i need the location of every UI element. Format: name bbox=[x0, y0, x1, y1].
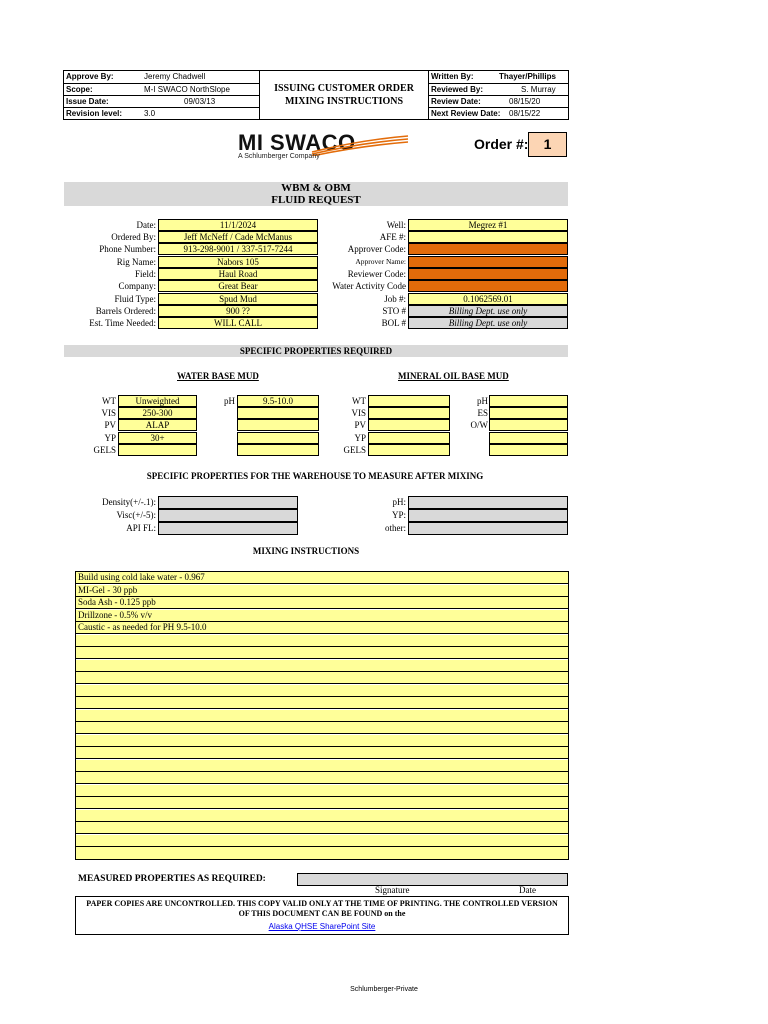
wbm-extra-field-4[interactable] bbox=[237, 444, 319, 456]
visc-label: Visc(+/-5): bbox=[116, 510, 156, 520]
mixing-line[interactable] bbox=[76, 647, 568, 659]
mixing-line[interactable]: Drillzone - 0.5% v/v bbox=[76, 610, 568, 622]
mixing-instructions-list bbox=[75, 571, 569, 860]
field-field[interactable]: Haul Road bbox=[158, 268, 318, 280]
header-key: Issue Date: bbox=[66, 97, 109, 106]
notice-line2: OF THIS DOCUMENT CAN BE FOUND on the bbox=[238, 909, 406, 918]
mixing-line[interactable] bbox=[76, 810, 568, 822]
header-key: Scope: bbox=[66, 85, 93, 94]
header-key: Review Date: bbox=[431, 97, 481, 106]
header-key: Next Review Date: bbox=[431, 109, 501, 118]
ordered-by-label: Ordered By: bbox=[111, 232, 156, 242]
form-title bbox=[64, 182, 568, 206]
obm-vis-field[interactable] bbox=[368, 407, 450, 419]
header-key: Written By: bbox=[431, 72, 474, 81]
visc-field[interactable] bbox=[158, 509, 298, 522]
mixing-line[interactable] bbox=[76, 822, 568, 834]
obm-ph-label: pH bbox=[477, 396, 488, 406]
date-field[interactable]: 11/1/2024 bbox=[158, 219, 318, 231]
header-value: M-I SWACO NorthSlope bbox=[144, 85, 230, 94]
wbm-ph-field[interactable]: 9.5-10.0 bbox=[237, 395, 319, 407]
approver-name-field[interactable] bbox=[408, 256, 568, 268]
mixing-line[interactable] bbox=[76, 797, 568, 809]
sharepoint-link[interactable]: Alaska QHSE SharePoint Site bbox=[268, 922, 376, 931]
header-row-revision bbox=[64, 107, 259, 119]
obm-extra-field-1[interactable] bbox=[489, 432, 568, 444]
classification-label: Schlumberger-Private bbox=[350, 986, 418, 993]
order-number-field[interactable]: 1 bbox=[528, 132, 567, 157]
header-right-block bbox=[429, 71, 568, 119]
water-activity-code-label: Water Activity Code bbox=[332, 281, 406, 291]
reviewer-code-label: Reviewer Code: bbox=[347, 269, 406, 279]
mixing-line[interactable]: Build using cold lake water - 0.967 bbox=[76, 572, 568, 584]
header-key: Revision level: bbox=[66, 109, 123, 118]
company-label: Company: bbox=[118, 281, 156, 291]
obm-yp-label: YP bbox=[354, 433, 366, 443]
obm-yp-field[interactable] bbox=[368, 432, 450, 444]
wbm-yp-label: YP bbox=[104, 433, 116, 443]
api-fl-field[interactable] bbox=[158, 522, 298, 535]
afe-label: AFE #: bbox=[379, 232, 406, 242]
fluid-type-label: Fluid Type: bbox=[114, 294, 156, 304]
wbm-wt-label: WT bbox=[102, 396, 116, 406]
wh-other-field[interactable] bbox=[408, 522, 568, 535]
fluid-type-field[interactable]: Spud Mud bbox=[158, 293, 318, 305]
water-base-mud-title: WATER BASE MUD bbox=[177, 371, 259, 381]
wh-ph-label: pH: bbox=[392, 497, 406, 507]
header-title-block bbox=[259, 71, 429, 119]
sto-field: Billing Dept. use only bbox=[408, 305, 568, 317]
form-title-line1: WBM & OBM bbox=[281, 182, 351, 194]
job-number-label: Job #: bbox=[384, 294, 406, 304]
est-time-field[interactable]: WILL CALL bbox=[158, 317, 318, 329]
notice-line1: PAPER COPIES ARE UNCONTROLLED. THIS COPY VALID ONLY AT THE TIME OF PRINTING. THE CONTROLLED VERSION bbox=[86, 899, 558, 908]
mixing-line[interactable] bbox=[76, 735, 568, 747]
wbm-vis-field[interactable]: 250-300 bbox=[118, 407, 197, 419]
ordered-by-field[interactable]: Jeff McNeff / Cade McManus bbox=[158, 231, 318, 243]
afe-field[interactable] bbox=[408, 231, 568, 243]
wh-other-label: other: bbox=[385, 523, 406, 533]
wbm-yp-field[interactable]: 30+ bbox=[118, 432, 197, 444]
wbm-wt-field[interactable]: Unweighted bbox=[118, 395, 197, 407]
measured-properties-label: MEASURED PROPERTIES AS REQUIRED: bbox=[78, 874, 266, 884]
header-value: 08/15/20 bbox=[509, 97, 541, 106]
density-label: Density(+/-.1): bbox=[102, 497, 156, 507]
header-row-approve-by bbox=[64, 71, 259, 83]
header-row-issue-date bbox=[64, 95, 259, 107]
logo-brand-text: MI SWACO bbox=[238, 130, 356, 155]
obm-vis-label: VIS bbox=[351, 408, 366, 418]
mixing-line[interactable] bbox=[76, 660, 568, 672]
header-row-next-review-date bbox=[429, 107, 568, 119]
warehouse-section-title: SPECIFIC PROPERTIES FOR THE WAREHOUSE TO MEASURE AFTER MIXING bbox=[146, 471, 484, 481]
obm-wt-field[interactable] bbox=[368, 395, 450, 407]
est-time-label: Est. Time Needed: bbox=[89, 318, 156, 328]
header-key: Reviewed By: bbox=[431, 85, 484, 94]
uncontrolled-copy-notice bbox=[75, 896, 569, 935]
wbm-gels-label: GELS bbox=[93, 445, 116, 455]
obm-gels-label: GELS bbox=[343, 445, 366, 455]
document-control-header bbox=[63, 70, 569, 120]
form-title-line2: FLUID REQUEST bbox=[271, 194, 361, 206]
wbm-ph-label: pH bbox=[224, 396, 235, 406]
job-number-field[interactable]: 0.1062569.01 bbox=[408, 293, 568, 305]
oil-base-mud-title: MINERAL OIL BASE MUD bbox=[398, 371, 509, 381]
header-row-written-by bbox=[429, 71, 568, 83]
density-field[interactable] bbox=[158, 496, 298, 509]
mixing-line[interactable] bbox=[76, 760, 568, 772]
obm-es-field[interactable] bbox=[489, 407, 568, 419]
header-title-line1: ISSUING CUSTOMER ORDER bbox=[274, 83, 414, 94]
mixing-instructions-title: MIXING INSTRUCTIONS bbox=[252, 546, 360, 556]
mixing-line[interactable] bbox=[76, 710, 568, 722]
date-label: Date: bbox=[136, 220, 156, 230]
rig-name-field[interactable]: Nabors 105 bbox=[158, 256, 318, 268]
wbm-vis-label: VIS bbox=[101, 408, 116, 418]
mixing-line[interactable] bbox=[76, 772, 568, 784]
wh-yp-label: YP: bbox=[391, 510, 406, 520]
signature-date-label: Date bbox=[519, 885, 536, 895]
well-label: Well: bbox=[386, 220, 406, 230]
mixing-line[interactable]: MI-Gel - 30 ppb bbox=[76, 585, 568, 597]
header-row-review-date bbox=[429, 95, 568, 107]
phone-label: Phone Number: bbox=[99, 244, 156, 254]
approver-code-label: Approver Code: bbox=[347, 244, 406, 254]
obm-wt-label: WT bbox=[352, 396, 366, 406]
wbm-extra-field-3[interactable] bbox=[237, 432, 319, 444]
header-value: 08/15/22 bbox=[509, 109, 541, 118]
obm-es-label: ES bbox=[477, 408, 488, 418]
obm-pv-label: PV bbox=[354, 420, 366, 430]
header-value: 3.0 bbox=[144, 109, 156, 118]
rig-name-label: Rig Name: bbox=[116, 257, 156, 267]
phone-field[interactable]: 913-298-9001 / 337-517-7244 bbox=[158, 243, 318, 255]
obm-ow-label: O/W bbox=[470, 420, 488, 430]
obm-ow-field[interactable] bbox=[489, 419, 568, 431]
mixing-line[interactable] bbox=[76, 685, 568, 697]
header-value: Thayer/Phillips bbox=[499, 72, 556, 81]
obm-gels-field[interactable] bbox=[368, 444, 450, 456]
mixing-line[interactable] bbox=[76, 835, 568, 847]
mixing-line[interactable] bbox=[76, 722, 568, 734]
mixing-line[interactable] bbox=[76, 672, 568, 684]
header-row-reviewed-by bbox=[429, 83, 568, 95]
mixing-line[interactable] bbox=[76, 747, 568, 759]
logo-tagline: A Schlumberger Company bbox=[238, 153, 320, 160]
approver-name-label: Approver Name: bbox=[355, 257, 406, 266]
wbm-gels-field[interactable] bbox=[118, 444, 197, 456]
mixing-line[interactable]: Caustic - as needed for PH 9.5-10.0 bbox=[76, 622, 568, 634]
obm-extra-field-2[interactable] bbox=[489, 444, 568, 456]
wbm-extra-field-2[interactable] bbox=[237, 419, 319, 431]
wh-ph-field[interactable] bbox=[408, 496, 568, 509]
mixing-line[interactable] bbox=[76, 697, 568, 709]
barrels-ordered-field[interactable]: 900 ?? bbox=[158, 305, 318, 317]
logo-swoosh-icon bbox=[310, 134, 410, 156]
wbm-pv-label: PV bbox=[104, 420, 116, 430]
mixing-line[interactable] bbox=[76, 847, 568, 859]
mixing-line[interactable]: Soda Ash - 0.125 ppb bbox=[76, 597, 568, 609]
header-left-block bbox=[64, 71, 259, 119]
company-field[interactable]: Great Bear bbox=[158, 280, 318, 292]
api-fl-label: API FL: bbox=[126, 523, 156, 533]
reviewer-code-field[interactable] bbox=[408, 268, 568, 280]
header-key: Approve By: bbox=[66, 72, 114, 81]
signature-label: Signature bbox=[375, 885, 410, 895]
header-value: Jeremy Chadwell bbox=[144, 72, 206, 81]
header-row-scope bbox=[64, 83, 259, 95]
obm-ph-field[interactable] bbox=[489, 395, 568, 407]
header-value: S. Murray bbox=[521, 85, 556, 94]
header-value: 09/03/13 bbox=[184, 97, 216, 106]
field-label: Field: bbox=[134, 269, 156, 279]
well-field[interactable]: Megrez #1 bbox=[408, 219, 568, 231]
wh-yp-field[interactable] bbox=[408, 509, 568, 522]
water-activity-code-field[interactable] bbox=[408, 280, 568, 292]
barrels-ordered-label: Barrels Ordered: bbox=[95, 306, 156, 316]
sto-label: STO # bbox=[382, 306, 406, 316]
wbm-extra-field-1[interactable] bbox=[237, 407, 319, 419]
specific-properties-title: SPECIFIC PROPERTIES REQUIRED bbox=[64, 345, 568, 357]
mixing-line[interactable] bbox=[76, 785, 568, 797]
header-title-line2: MIXING INSTRUCTIONS bbox=[284, 96, 404, 107]
bol-field: Billing Dept. use only bbox=[408, 317, 568, 329]
mixing-line[interactable] bbox=[76, 635, 568, 647]
order-number-label: Order #: bbox=[474, 136, 529, 152]
bol-label: BOL # bbox=[381, 318, 406, 328]
approver-code-field[interactable] bbox=[408, 243, 568, 255]
obm-pv-field[interactable] bbox=[368, 419, 450, 431]
wbm-pv-field[interactable]: ALAP bbox=[118, 419, 197, 431]
